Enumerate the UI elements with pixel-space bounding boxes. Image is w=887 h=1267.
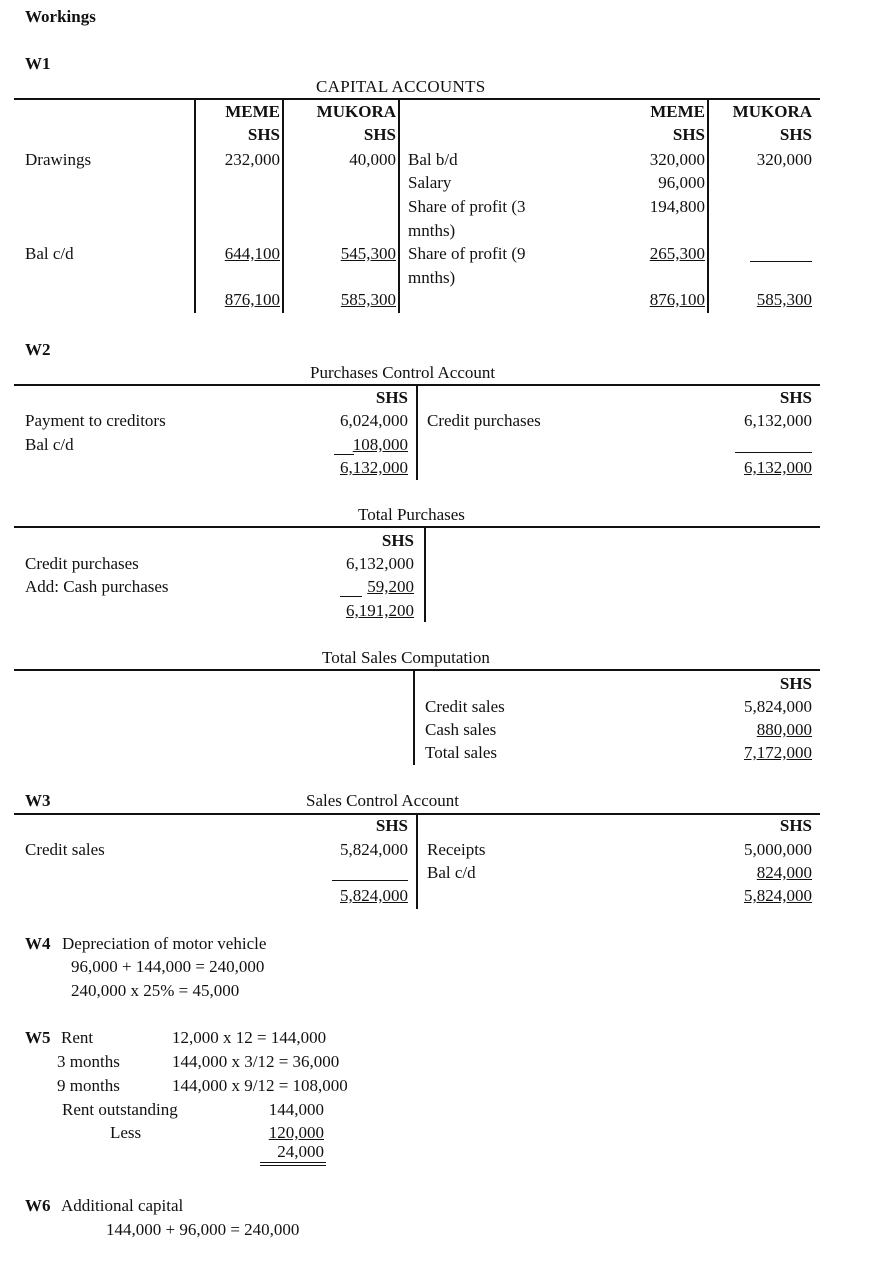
- w1-top-rule: [14, 98, 820, 100]
- w4-line1: 96,000 + 144,000 = 240,000: [71, 957, 265, 976]
- w5-rent-calc: 12,000 x 12 = 144,000: [172, 1028, 327, 1047]
- share3-label: Share of profit (3: [408, 197, 526, 216]
- w6-calc: 144,000 + 96,000 = 240,000: [106, 1220, 300, 1239]
- pca-balcd-label: Bal c/d: [25, 435, 74, 454]
- drawings-mukora: 40,000: [349, 150, 396, 169]
- rent-outstanding-label: Rent outstanding: [62, 1100, 178, 1119]
- payment-creditors-label: Payment to creditors: [25, 411, 166, 430]
- receipts-label: Receipts: [427, 840, 486, 859]
- col-header-shs: SHS: [381, 531, 414, 550]
- w5-label: W5: [25, 1028, 51, 1047]
- blank-rule: [750, 261, 812, 262]
- blank-rule: [735, 452, 812, 453]
- balcd-label: Bal c/d: [25, 244, 74, 263]
- share3-label-cont: mnths): [408, 221, 456, 240]
- col-header-meme: MEME: [225, 102, 280, 121]
- ts-credit-value: 5,824,000: [744, 697, 812, 716]
- sales-control-title: Sales Control Account: [306, 791, 459, 810]
- ts-cash-label: Cash sales: [425, 720, 497, 739]
- w5-3months-calc: 144,000 x 3/12 = 36,000: [172, 1052, 340, 1071]
- blank-rule: [332, 880, 408, 881]
- pca-credit-total: 6,132,000: [744, 458, 812, 477]
- payment-creditors-value: 6,024,000: [340, 411, 408, 430]
- purchases-control-title: Purchases Control Account: [310, 363, 496, 382]
- less-label: Less: [110, 1123, 142, 1142]
- sca-balcd-value: 824,000: [756, 863, 812, 882]
- w5-9months-label: 9 months: [57, 1076, 120, 1095]
- drawings-meme: 232,000: [224, 150, 280, 169]
- double-rule: [260, 1162, 326, 1163]
- balcd-meme: 644,100: [224, 244, 280, 263]
- drawings-label: Drawings: [25, 150, 92, 169]
- less-value: 120,000: [268, 1123, 324, 1142]
- rent-outstanding-value: 144,000: [268, 1100, 324, 1119]
- receipts-value: 5,000,000: [744, 840, 812, 859]
- w2-label: W2: [25, 340, 51, 359]
- w4-label: W4: [25, 934, 51, 953]
- pca-divider: [416, 386, 418, 480]
- ts-total-label: Total sales: [425, 743, 497, 762]
- ts-top-rule: [14, 669, 820, 671]
- pca-debit-total: 6,132,000: [340, 458, 408, 477]
- tp-divider: [424, 528, 426, 622]
- share9-label: Share of profit (9: [408, 244, 526, 263]
- total-meme: 876,100: [224, 290, 280, 309]
- col-header-shs: SHS: [672, 125, 705, 144]
- col-header-shs: SHS: [375, 816, 408, 835]
- share9-meme: 265,300: [649, 244, 705, 263]
- sca-credit-sales-label: Credit sales: [25, 840, 105, 859]
- tp-top-rule: [14, 526, 820, 528]
- tp-total-value: 6,191,200: [346, 601, 414, 620]
- ts-total-value: 7,172,000: [744, 743, 812, 762]
- credit-total-meme: 876,100: [649, 290, 705, 309]
- pca-balcd-value: 108,000: [352, 435, 408, 454]
- ts-credit-label: Credit sales: [425, 697, 505, 716]
- tp-lead-rule: [340, 596, 362, 597]
- w6-title: Additional capital: [61, 1196, 184, 1215]
- col-header-meme: MEME: [650, 102, 705, 121]
- page-title: Workings: [25, 7, 96, 26]
- total-sales-title: Total Sales Computation: [322, 648, 490, 667]
- total-mukora: 585,300: [340, 290, 396, 309]
- col-header-mukora: MUKORA: [316, 102, 396, 121]
- credit-purchases-label: Credit purchases: [427, 411, 541, 430]
- col-header-shs: SHS: [779, 388, 812, 407]
- w4-line2: 240,000 x 25% = 45,000: [71, 981, 240, 1000]
- double-rule: [260, 1165, 326, 1166]
- sca-credit-sales-value: 5,824,000: [340, 840, 408, 859]
- share3-meme: 194,800: [649, 197, 705, 216]
- w6-label: W6: [25, 1196, 51, 1215]
- col-header-shs: SHS: [363, 125, 396, 144]
- total-purchases-title: Total Purchases: [358, 505, 465, 524]
- ts-cash-value: 880,000: [756, 720, 812, 739]
- w1-label: W1: [25, 54, 51, 73]
- col-header-shs: SHS: [779, 674, 812, 693]
- capital-accounts-title: CAPITAL ACCOUNTS: [316, 77, 486, 96]
- tp-cash-value: 59,200: [367, 577, 414, 596]
- col-header-shs: SHS: [779, 816, 812, 835]
- sca-debit-total: 5,824,000: [340, 886, 408, 905]
- balbd-meme: 320,000: [649, 150, 705, 169]
- w4-title: Depreciation of motor vehicle: [62, 934, 267, 953]
- balbd-label: Bal b/d: [408, 150, 458, 169]
- col-header-shs: SHS: [247, 125, 280, 144]
- sca-balcd-label: Bal c/d: [427, 863, 476, 882]
- balbd-mukora: 320,000: [756, 150, 812, 169]
- sca-credit-total: 5,824,000: [744, 886, 812, 905]
- balcd-mukora: 545,300: [340, 244, 396, 263]
- credit-purchases-value: 6,132,000: [744, 411, 812, 430]
- tp-cash-label: Add: Cash purchases: [25, 577, 169, 596]
- share9-label-cont: mnths): [408, 268, 456, 287]
- w5-3months-label: 3 months: [57, 1052, 120, 1071]
- rent-result-value: 24,000: [277, 1142, 324, 1161]
- w5-9months-calc: 144,000 x 9/12 = 108,000: [172, 1076, 348, 1095]
- w1-divider: [398, 99, 400, 313]
- salary-label: Salary: [408, 173, 452, 192]
- w3-label: W3: [25, 791, 51, 810]
- credit-total-mukora: 585,300: [756, 290, 812, 309]
- sca-divider: [416, 815, 418, 909]
- w5-rent-label: Rent: [61, 1028, 94, 1047]
- pca-lead-rule: [334, 454, 354, 455]
- col-header-shs: SHS: [779, 125, 812, 144]
- tp-credit-label: Credit purchases: [25, 554, 139, 573]
- salary-meme: 96,000: [658, 173, 705, 192]
- col-header-mukora: MUKORA: [732, 102, 812, 121]
- ts-divider: [413, 671, 415, 765]
- col-header-shs: SHS: [375, 388, 408, 407]
- tp-credit-value: 6,132,000: [346, 554, 414, 573]
